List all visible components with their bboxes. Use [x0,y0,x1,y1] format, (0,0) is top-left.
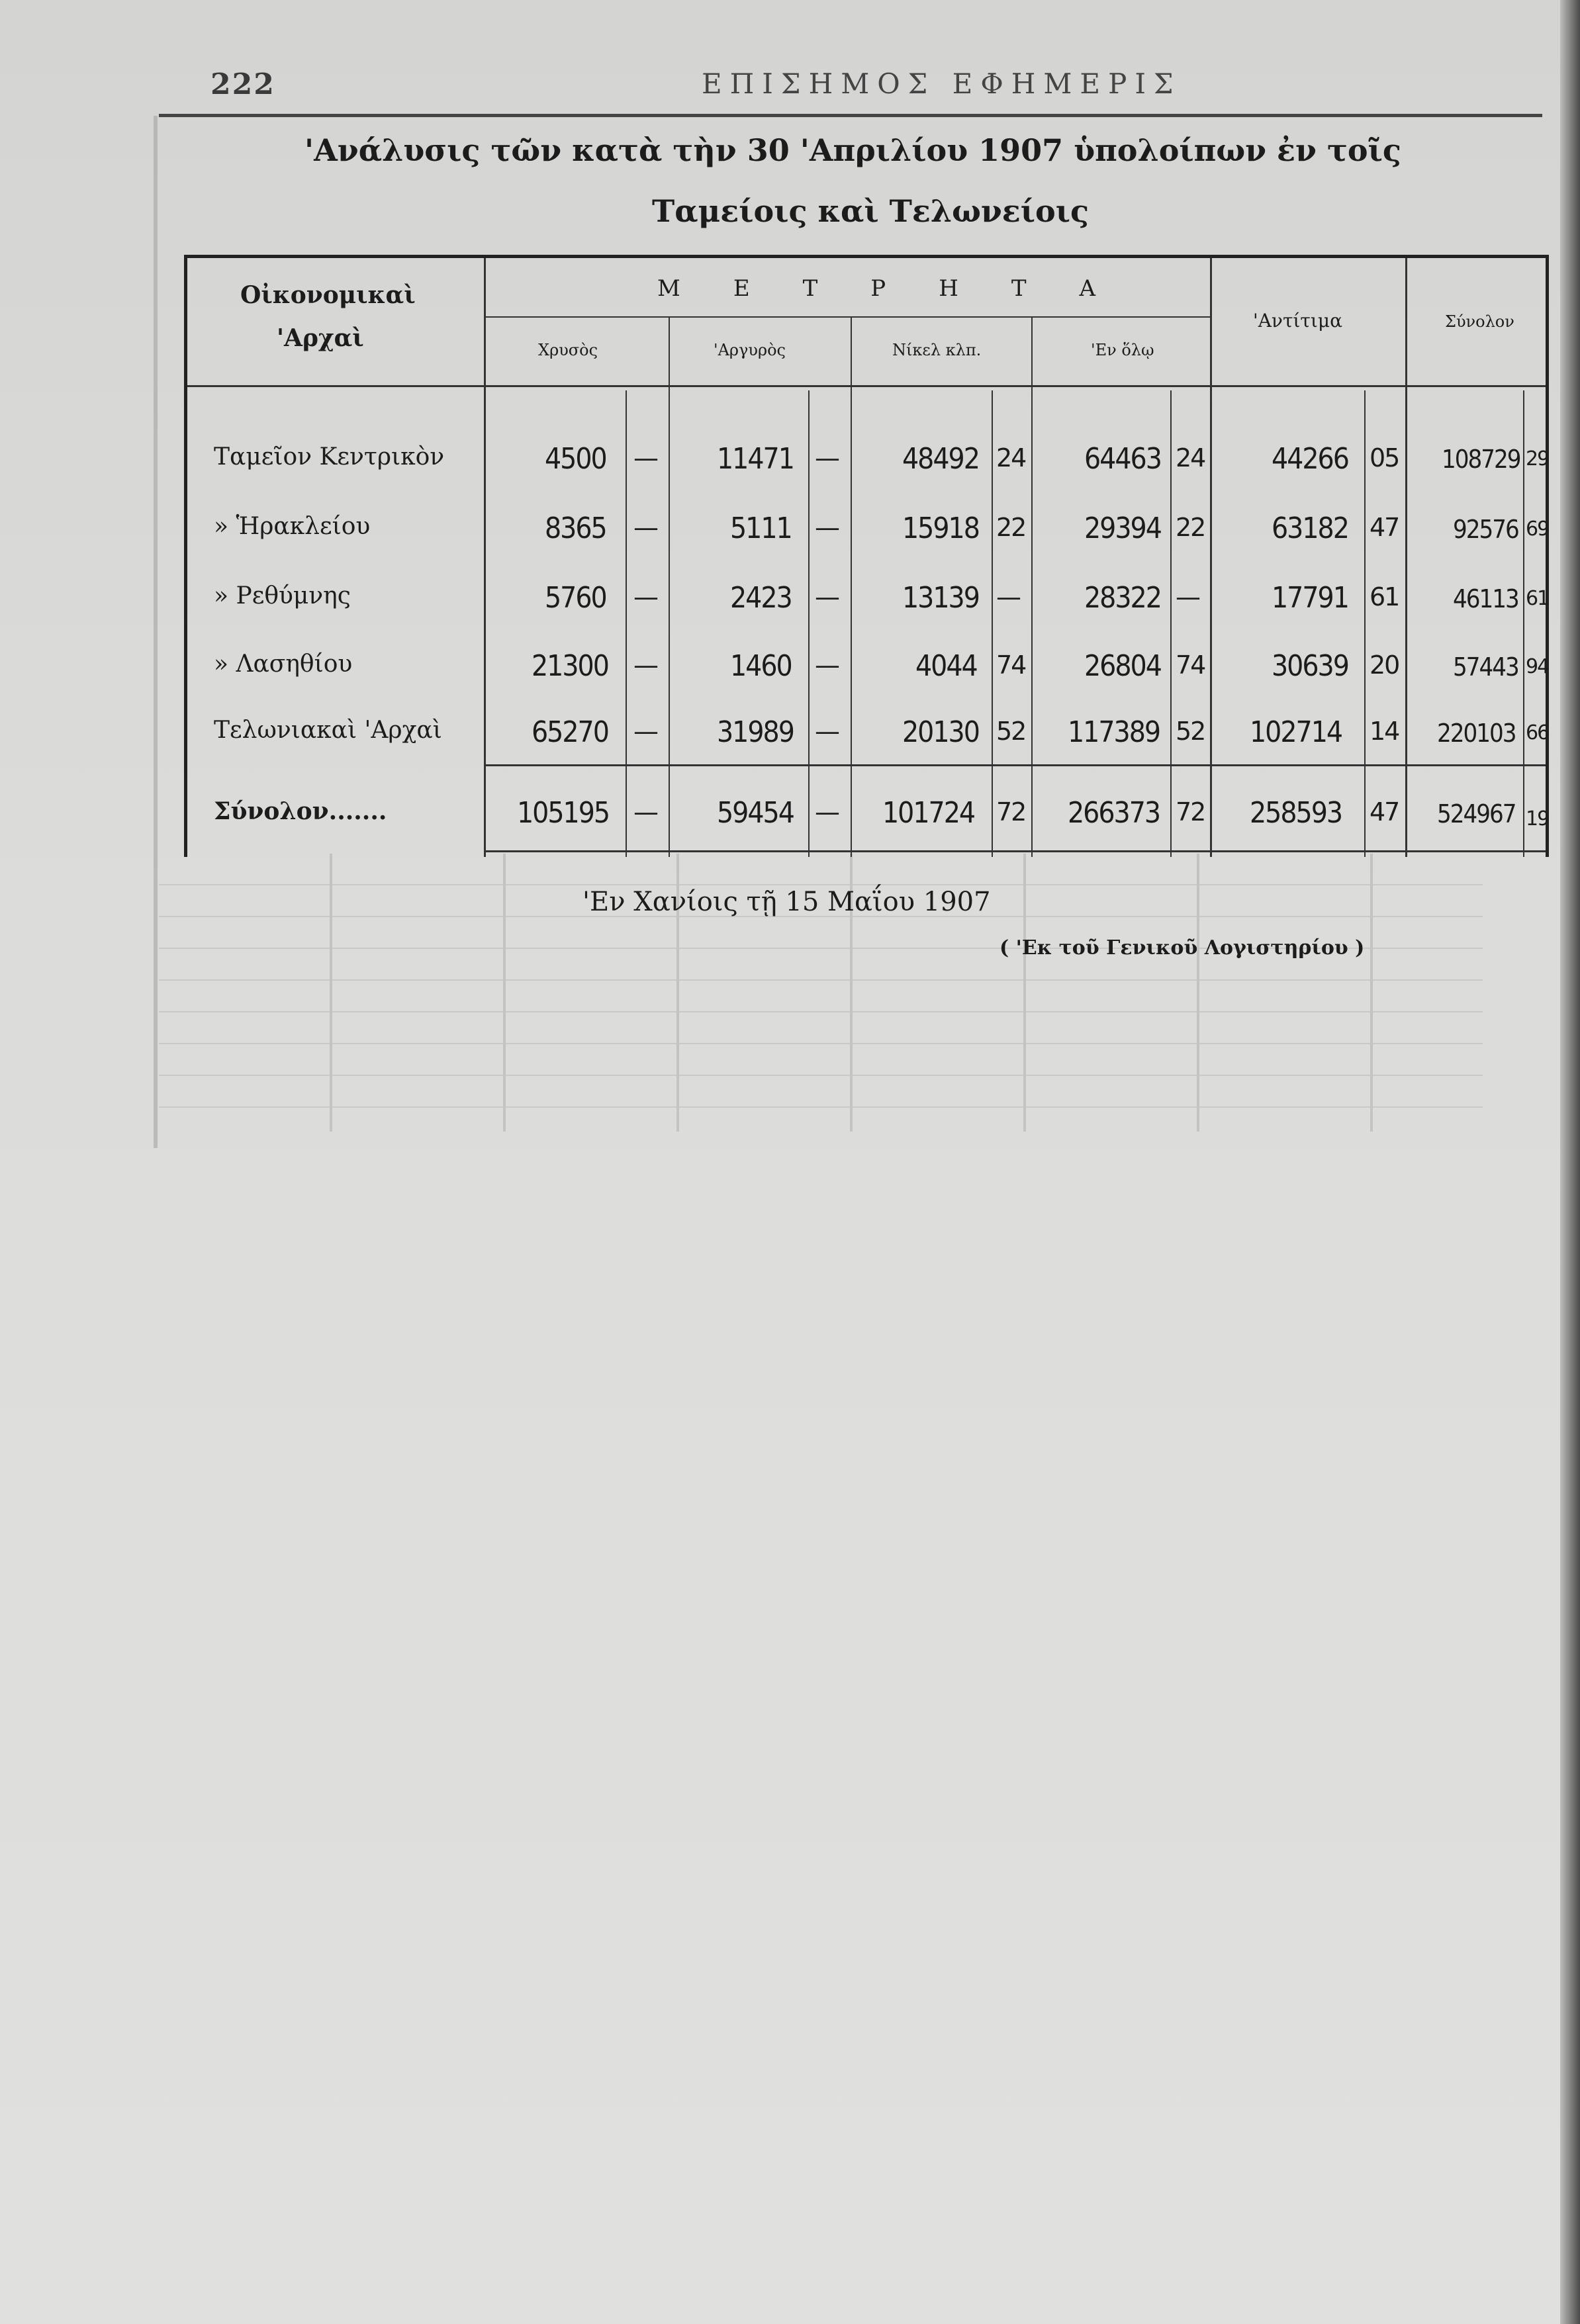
nickel-decimal: 24 [996,443,1026,472]
table-bottom-rule [484,850,1546,852]
header-rule [159,114,1542,117]
decimal-divider [626,390,627,857]
row-label: » Ἡρακλείου [214,513,371,540]
nickel-value: 48492 [902,442,979,476]
row-label: » Ρεθύμνης [214,582,351,609]
silver-decimal: — [815,650,839,680]
equivalents-decimal: 20 [1370,650,1399,680]
total-rule [484,764,1546,766]
grand-total-decimal: 61 [1526,587,1549,610]
grand-total-header: Σύνολον [1445,312,1514,331]
silver-value: 11471 [717,442,794,476]
page-fold-shadow [154,116,158,1148]
grand-total-total-decimal: 19 [1526,807,1549,830]
total-cash-decimal: 22 [1176,513,1205,542]
nickel-value: 13139 [902,581,979,615]
nickel-decimal: 52 [996,717,1026,746]
metrita-underline [484,316,1210,318]
total-cash-decimal: — [1176,582,1199,611]
equivalents-total: 258593 [1250,796,1342,830]
silver-value: 1460 [730,649,792,683]
nickel-value: 20130 [902,715,979,749]
grand-total-value: 57443 [1453,652,1518,682]
total-cash-value: 29394 [1084,512,1161,545]
grand-total-total: 524967 [1437,799,1516,828]
total-cash-decimal: 24 [1176,443,1205,472]
equivalents-value: 30639 [1272,649,1348,683]
gold-value: 65270 [532,715,608,749]
equivalents-value: 17791 [1272,581,1348,615]
page-edge [1560,0,1580,2324]
metrita-group-header: ΜΕΤΡΗΤΑ [657,275,1149,302]
equivalents-decimal: 61 [1370,582,1399,611]
place-date-line: 'Εν Χανίοις τῇ 15 Μαΐου 1907 [582,887,991,917]
grand-total-decimal: 29 [1526,447,1549,470]
equivalents-decimal: 14 [1370,717,1399,746]
total-cash-total-decimal: 72 [1176,797,1205,827]
grand-total-value: 108729 [1442,445,1520,474]
gold-value: 4500 [545,442,606,476]
row-label: » Λασηθίου [214,650,353,678]
nickel-value: 4044 [915,649,977,683]
silver-total: 59454 [717,796,794,830]
gold-total-decimal: — [633,797,657,827]
grand-total-decimal: 69 [1526,517,1549,541]
equivalents-header: 'Αντίτιμα [1253,310,1342,332]
silver-decimal: — [815,513,839,542]
nickel-total-decimal: 72 [996,797,1026,827]
nickel-decimal: 22 [996,513,1026,542]
nickel-total: 101724 [882,796,975,830]
decimal-divider [992,390,993,857]
table-title-line-2: Ταμείοις καὶ Τελωνείοις [652,193,1089,229]
col-divider [669,318,670,857]
grand-total-value: 92576 [1453,515,1518,544]
authority-header-line-1: Οἰκονομικαὶ [240,281,416,309]
total-cash-header: 'Εν ὅλῳ [1091,341,1154,359]
decimal-divider [1170,390,1172,857]
nickel-decimal: — [996,582,1020,611]
gold-value: 5760 [545,581,606,615]
total-cash-decimal: 74 [1176,650,1205,680]
gold-decimal: — [633,650,657,680]
total-cash-value: 28322 [1084,581,1161,615]
col-divider [484,258,486,857]
row-label: Τελωνιακαὶ 'Αρχαὶ [214,717,442,744]
silver-decimal: — [815,443,839,472]
decimal-divider [808,390,810,857]
col-divider [1031,318,1033,857]
total-cash-total: 266373 [1068,796,1160,830]
running-head: ΕΠΙΣΗΜΟΣ ΕΦΗΜΕΡΙΣ [702,67,1182,100]
page-number: 222 [210,67,275,101]
total-cash-value: 64463 [1084,442,1161,476]
table-title-line-1: 'Ανάλυσις τῶν κατὰ τὴν 30 'Απριλίου 1907 ὑπολοίπων ἐν τοῖς [304,132,1401,168]
silver-value: 5111 [730,512,792,545]
source-line: ( 'Εκ τοῦ Γενικοῦ Λογιστηρίου ) [999,936,1365,960]
grand-total-value: 46113 [1453,584,1518,613]
grand-total-decimal: 94 [1526,655,1549,678]
total-cash-value: 26804 [1084,649,1161,683]
total-row-label: Σύνολον....... [214,797,387,825]
gold-header: Χρυσὸς [538,341,598,359]
gold-total: 105195 [517,796,610,830]
nickel-header: Νίκελ κλπ. [892,341,982,359]
gold-decimal: — [633,582,657,611]
nickel-decimal: 74 [996,650,1026,680]
gold-decimal: — [633,513,657,542]
col-divider [851,318,852,857]
silver-value: 2423 [730,581,792,615]
silver-total-decimal: — [815,797,839,827]
total-cash-decimal: 52 [1176,717,1205,746]
authority-header-line-2: 'Αρχαὶ [277,324,364,352]
nickel-value: 15918 [902,512,979,545]
decimal-divider [1364,390,1366,857]
silver-decimal: — [815,717,839,746]
row-label: Ταμεῖον Κεντρικὸν [214,443,445,470]
equivalents-value: 102714 [1250,715,1342,749]
equivalents-decimal: 05 [1370,443,1399,472]
equivalents-decimal: 47 [1370,513,1399,542]
balance-table [184,255,1549,857]
equivalents-total-decimal: 47 [1370,797,1399,827]
equivalents-value: 63182 [1272,512,1348,545]
gold-decimal: — [633,717,657,746]
silver-value: 31989 [717,715,794,749]
total-cash-value: 117389 [1068,715,1160,749]
gold-decimal: — [633,443,657,472]
header-bottom-rule [187,385,1546,387]
equivalents-value: 44266 [1272,442,1348,476]
grand-total-value: 220103 [1437,719,1516,748]
col-divider [1210,258,1212,857]
grand-total-decimal: 66 [1526,721,1549,744]
silver-decimal: — [815,582,839,611]
silver-header: 'Αργυρὸς [714,341,786,359]
gold-value: 8365 [545,512,606,545]
gold-value: 21300 [532,649,608,683]
decimal-divider [1523,390,1524,857]
col-divider [1405,258,1407,857]
